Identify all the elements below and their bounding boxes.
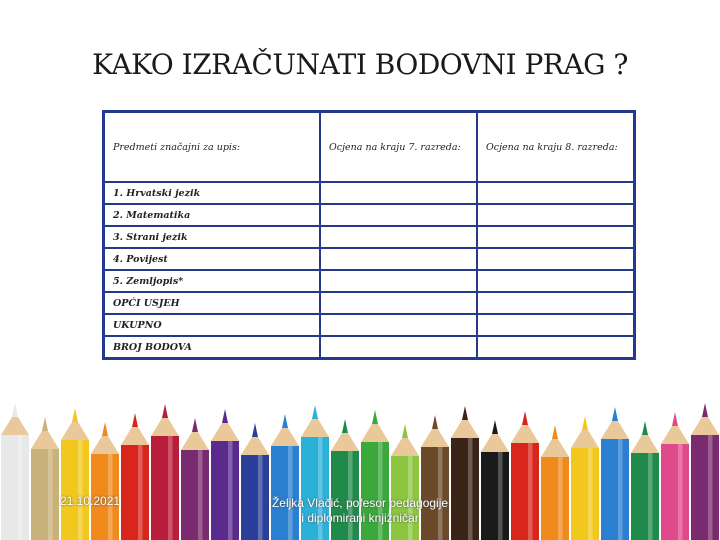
pencil	[661, 412, 689, 540]
row-label: BROJ BODOVA	[104, 336, 320, 358]
table-row	[104, 270, 634, 292]
grade-table	[102, 110, 636, 360]
grade-8-cell[interactable]	[477, 336, 634, 358]
grade-8-cell[interactable]	[477, 292, 634, 314]
table-row	[104, 204, 634, 226]
row-label: 2. Matematika	[104, 204, 320, 226]
grade-7-cell[interactable]	[320, 204, 477, 226]
pencil	[631, 421, 659, 540]
pencil	[91, 422, 119, 540]
table-row	[104, 248, 634, 270]
grade-8-cell[interactable]	[477, 226, 634, 248]
pencil	[511, 411, 539, 540]
pencil	[691, 403, 719, 540]
row-label: 5. Zemljopis*	[104, 270, 320, 292]
footer-author-line1: Željka Vlačić, pofesor pedagogije	[271, 496, 449, 510]
grade-7-cell[interactable]	[320, 314, 477, 336]
row-label: OPĆI USJEH	[104, 292, 320, 314]
pencil	[571, 416, 599, 540]
grade-7-cell[interactable]	[320, 270, 477, 292]
pencil	[541, 425, 569, 540]
row-label: UKUPNO	[104, 314, 320, 336]
grade-8-cell[interactable]	[477, 248, 634, 270]
pencil	[121, 413, 149, 540]
grade-7-cell[interactable]	[320, 248, 477, 270]
pencil	[181, 418, 209, 540]
row-label: 1. Hrvatski jezik	[104, 182, 320, 204]
pencil	[601, 407, 629, 540]
grade-7-cell[interactable]	[320, 292, 477, 314]
pencil	[211, 409, 239, 540]
grade-8-cell[interactable]	[477, 204, 634, 226]
table-header-row	[104, 112, 634, 182]
row-label: 3. Strani jezik	[104, 226, 320, 248]
grade-7-cell[interactable]	[320, 226, 477, 248]
pencil	[151, 404, 179, 540]
table-row	[104, 292, 634, 314]
header-grade-8: Ocjena na kraju 8. razreda:	[477, 112, 634, 182]
grade-7-cell[interactable]	[320, 182, 477, 204]
grade-7-cell[interactable]	[320, 336, 477, 358]
table-row	[104, 314, 634, 336]
header-grade-7: Ocjena na kraju 7. razreda:	[320, 112, 477, 182]
grade-8-cell[interactable]	[477, 314, 634, 336]
footer-author	[240, 496, 480, 526]
pencil	[481, 420, 509, 540]
header-subjects: Predmeti značajni za upis:	[104, 112, 320, 182]
grade-8-cell[interactable]	[477, 182, 634, 204]
row-label: 4. Povijest	[104, 248, 320, 270]
grade-8-cell[interactable]	[477, 270, 634, 292]
table-row	[104, 336, 634, 358]
pencil	[31, 417, 59, 540]
slide-title: KAKO IZRAČUNATI BODOVNI PRAG ?	[92, 48, 628, 81]
pencil	[1, 403, 29, 540]
footer-author-line2: i diplomirani knjižničar	[301, 511, 419, 525]
table-row	[104, 182, 634, 204]
pencil	[61, 408, 89, 540]
footer-date: 21.10.2021	[60, 494, 121, 508]
table-row	[104, 226, 634, 248]
